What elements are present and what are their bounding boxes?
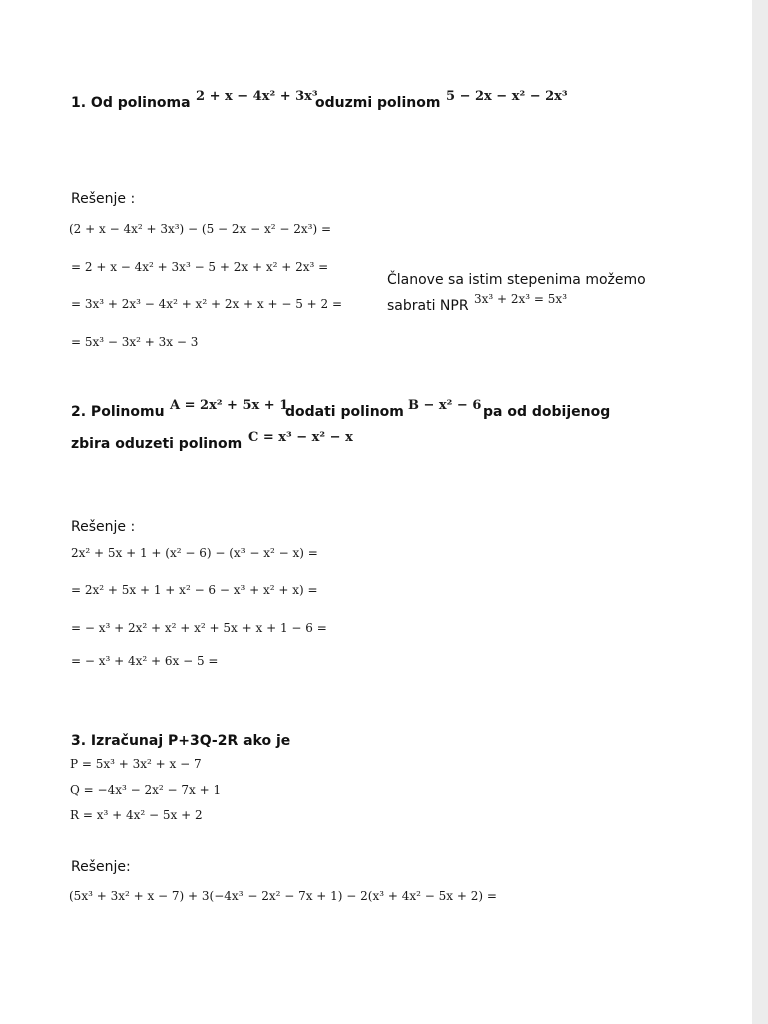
task3-title: 3. Izračunaj P+3Q-2R ako je — [71, 733, 291, 749]
task3-solution-label: Rešenje: — [71, 859, 131, 875]
task1-solution-label: Rešenje : — [71, 191, 136, 207]
task1-step2: = 2 + x − 4x² + 3x³ − 5 + 2x + x² + 2x³ = — [71, 260, 329, 274]
task2-line2-text: zbira oduzeti polinom — [71, 436, 243, 452]
task2-middle: dodati polinom — [285, 404, 404, 420]
task3-step1: (5x³ + 3x² + x − 7) + 3(−4x³ − 2x² − 7x + 1) − 2(x³ + 4x² − 5x + 2) = — [69, 889, 497, 903]
task3-R: R = x³ + 4x² − 5x + 2 — [70, 808, 203, 822]
task2-prefix: 2. Polinomu — [71, 404, 165, 420]
task1-step1: (2 + x − 4x² + 3x³) − (5 − 2x − x² − 2x³) = — [69, 222, 332, 236]
task1-prefix: 1. Od polinoma — [71, 95, 191, 111]
task3-P: P = 5x³ + 3x² + x − 7 — [70, 757, 202, 771]
task1-poly1: 2 + x − 4x² + 3x³ — [196, 89, 318, 104]
task1-note-math: 3x³ + 2x³ = 5x³ — [474, 292, 568, 306]
task2-suffix: pa od dobijenog — [483, 404, 611, 420]
task2-step4: = − x³ + 4x² + 6x − 5 = — [71, 654, 219, 668]
task1-step4: = 5x³ − 3x² + 3x − 3 — [71, 335, 199, 349]
task1-step3: = 3x³ + 2x³ − 4x² + x² + 2x + x + − 5 + 2 = — [71, 297, 343, 311]
task2-step3: = − x³ + 2x² + x² + x² + 5x + x + 1 − 6 = — [71, 621, 327, 635]
task1-middle: oduzmi polinom — [315, 95, 441, 111]
task2-polyC: C = x³ − x² − x — [248, 430, 353, 445]
task2-polyA: A = 2x² + 5x + 1 — [170, 398, 289, 413]
task2-step2: = 2x² + 5x + 1 + x² − 6 − x³ + x² + x) = — [71, 583, 318, 597]
task2-step1: 2x² + 5x + 1 + (x² − 6) − (x³ − x² − x) = — [71, 546, 318, 560]
task2-polyB: B − x² − 6 — [408, 398, 482, 413]
task2-solution-label: Rešenje : — [71, 519, 136, 535]
task1-poly2: 5 − 2x − x² − 2x³ — [446, 89, 568, 104]
task1-note-line2: sabrati NPR — [387, 298, 469, 314]
task3-Q: Q = −4x³ − 2x² − 7x + 1 — [70, 783, 222, 797]
task1-note-line1: Članove sa istim stepenima možemo — [387, 272, 646, 288]
